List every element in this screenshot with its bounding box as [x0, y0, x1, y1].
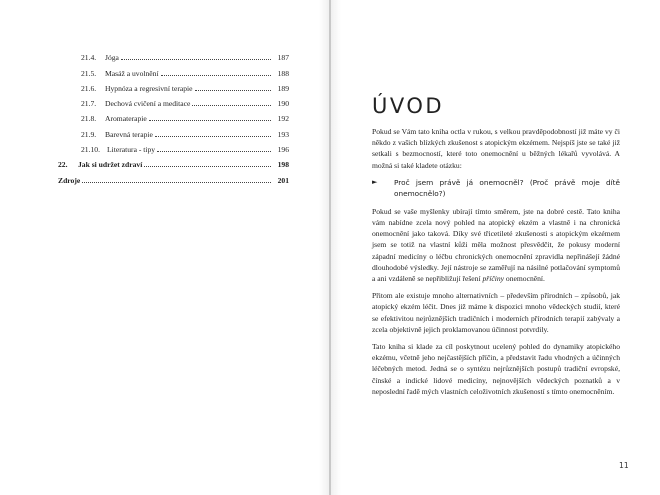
toc-entry — [58, 93, 289, 108]
toc-entry-page: 188 — [277, 68, 289, 78]
toc-entry-title: Aromaterapie — [105, 114, 147, 124]
toc-leader-dots — [144, 166, 271, 167]
toc-leader-dots — [161, 75, 271, 76]
toc-entry — [58, 62, 289, 77]
toc-leader-dots — [155, 136, 271, 137]
toc-entry-number: 21.6. — [81, 83, 97, 93]
toc-entry-page: 196 — [277, 145, 289, 155]
emphasis-word: příčiny — [482, 274, 505, 284]
toc-entry-title: Zdroje — [58, 175, 81, 185]
toc-entry-number: 21.9. — [81, 129, 97, 139]
paragraph-two — [372, 206, 620, 284]
paragraph-intro: Pokud se Vám tato kniha octla v rukou, s velkou pravděpodobností již máte vy či někdo z vašich blízkých zkušenost s atopickým ekzémem. Nejspíš jste se také již setkali s bezmocností, které toto onemocnění u běžných lékařů vyvolává. A možná si také kladete otázku: — [372, 127, 620, 170]
toc-entry-title: Dechová cvičení a meditace — [105, 99, 191, 109]
question-callout — [372, 177, 620, 199]
toc-leader-dots — [157, 151, 271, 152]
toc-entry-number: 21.8. — [81, 114, 97, 124]
table-of-contents — [58, 47, 289, 185]
toc-leader-dots — [192, 105, 271, 106]
paragraph-three: Přitom ale existuje mnoho alternativních – především přírodních – způsobů, jak atopický ekzém léčit. Dnes již máme k dispozici mnoho vědeckých studií, které se efektivitou nejrůznějších tradičních i moderních přírodních terapií zabývaly a zcela objektivně jejich proklamovanou účinnost potvrdily. — [372, 291, 620, 334]
toc-entry-title: Masáž a uvolnění — [105, 68, 159, 78]
chapter-heading: ÚVOD — [372, 94, 445, 118]
toc-entry — [58, 154, 289, 169]
paragraph-two-text: Pokud se vaše myšlenky ubírají tímto směrem, jste na dobré cestě. Tato kniha vám nabídne zcela nový pohled na atopický ekzém a vlastně i na chronická onemocnění jako taková. Díky své třicetileté zkušenosti s atopickým ekzémem jsem se totiž na vlastní kůži měla možnost přesvědčit, že pokusy moderní západní medicíny o léčbu chronických onemocnění zpravidla nepřinášejí žádné dlouhodobé výsledky. Její nástroje se zaměřují na násilné potlačování symptomů a ani vzdáleně se nepřibližují řešení — [372, 206, 620, 284]
arrow-bullet-icon: ► — [372, 177, 378, 186]
question-text: Proč jsem právě já onemocněl? (Proč právě moje dítě onemocnělo?) — [394, 177, 620, 198]
toc-entry-page: 192 — [277, 114, 289, 124]
toc-entry-title: Literatura - tipy — [107, 145, 156, 155]
toc-entry-page: 190 — [277, 99, 289, 109]
toc-entry-page: 201 — [277, 175, 289, 185]
toc-entry-title: Jak si udržet zdraví — [78, 160, 143, 170]
left-page — [0, 0, 329, 495]
chapter-body — [372, 126, 620, 403]
page-number: 11 — [619, 461, 629, 470]
toc-leader-dots — [149, 120, 271, 121]
toc-entry — [58, 47, 289, 62]
paragraph-four: Tato kniha si klade za cíl poskytnout ucelený pohled do dynamiky atopického ekzému, včetně jeho nejčastějších příčin, a představit řadu vhodných a účinných léčebných metod. Jedná se o syntézu nejrůznějších postupů tradiční evropské, čínské a indické lidové medicíny, nejnovějších vědeckých poznatků a v neposlední řadě mých vlastních celoživotních zkušeností s tímto onemocněním. — [372, 342, 620, 396]
toc-entry-page: 189 — [277, 83, 289, 93]
toc-entry-page: 187 — [277, 53, 289, 63]
toc-entry-number: 21.5. — [81, 68, 97, 78]
toc-leader-dots — [121, 59, 271, 60]
toc-entry — [58, 139, 289, 154]
toc-entry — [58, 108, 289, 123]
toc-entry-number: 22. — [58, 160, 68, 170]
toc-entry-title: Barevná terapie — [105, 129, 153, 139]
toc-entry-number: 21.4. — [81, 53, 97, 63]
toc-entry-title: Hypnóza a regresivní terapie — [105, 83, 193, 93]
toc-entry-page: 198 — [277, 160, 289, 170]
toc-entry — [58, 78, 289, 93]
toc-entry — [58, 123, 289, 138]
toc-entry-title: Jóga — [105, 53, 119, 63]
toc-entry-number: 21.10. — [81, 145, 100, 155]
right-page — [331, 0, 660, 495]
paragraph-two-end: onemocnění. — [505, 274, 545, 284]
toc-leader-dots — [82, 182, 271, 183]
toc-entry-number: 21.7. — [81, 99, 97, 109]
toc-entry — [58, 169, 289, 184]
toc-entry-page: 193 — [277, 129, 289, 139]
toc-leader-dots — [195, 90, 272, 91]
